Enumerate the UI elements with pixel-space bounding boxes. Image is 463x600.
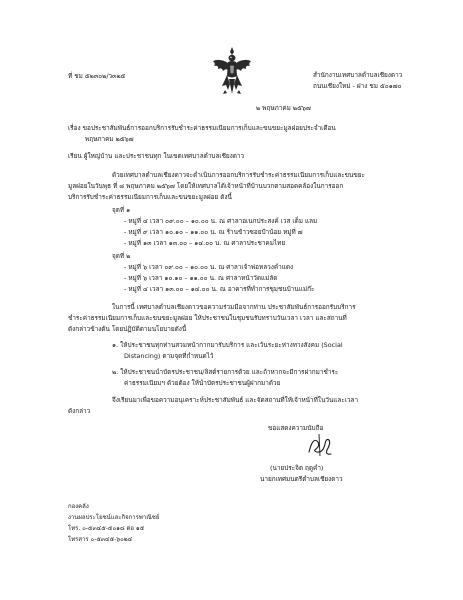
paragraph-1-line-2: มูลฝอยในวันพุธ ที่ ๘ พฤษภาคม ๒๕๖๗ โดยให้เทศบาลได้เจ้าหน้าที่บ้านบวกตามสอดคล้องในการออก bbox=[68, 182, 344, 190]
salutation: เรียน ผู้ใหญ่บ้าน และประชาชนทุก ในเขตเทศบาลตำบลเชียงดาว bbox=[68, 152, 245, 160]
group-1-label: จุดที่ ๑ bbox=[112, 206, 131, 214]
list-item: - หมู่ที่ ๔ เวลา ๑๓.๐๐ – ๑๔.๐๐ น. ณ อาคารที่ทำการชุมชนบ้านแม่ก๊ะ bbox=[124, 285, 315, 293]
subject-line: เรื่อง ขอประชาสัมพันธ์การออกบริการรับชำระค่าธรรมเนียมการเก็บและขนขยะมูลฝอยประจำเดือน bbox=[68, 124, 336, 132]
list-item: - หมู่ที่ ๖ เวลา ๐๙.๐๐ – ๑๐.๐๐ น. ณ ศาลาเจ้าพ่อหลวงคำแดง bbox=[124, 263, 294, 271]
paragraph-2-line-2: ชำระค่าธรรมเนียมการเก็บและขนขยะมูลฝอย ให้ประชาชนในชุมชนรับทราบวันเวลา เวลา และสถานที่ bbox=[68, 314, 347, 322]
garuda-emblem-icon bbox=[210, 46, 254, 96]
document-date: ๒ พฤษภาคม ๒๕๖๗ bbox=[256, 104, 311, 112]
group-2-label: จุดที่ ๒ bbox=[112, 252, 131, 260]
paragraph-3-line-1: จึงเรียนมาเพื่อขอความอนุเคราะห์ประชาสัมพันธ์ และจัดสถานที่ให้เจ้าหน้าที่ในวันและเวลา bbox=[112, 396, 359, 404]
list-item: - หมู่ที่ ๙ เวลา ๑๐.๑๐ – ๑๑.๐๐ น. ณ ร้านข้าวซอยป้าน้อย หมู่ที่ ๗ bbox=[124, 228, 303, 236]
list-item: - หมู่ที่ ๖ เวลา ๑๐.๑๐ – ๑๑.๐๐ น. ณ ศาลาหน้าวัดแม่ลัด bbox=[124, 274, 278, 282]
note-1-line-1: ๑. ให้ประชาชนทุกท่านสวมหน้ากากมารับบริการ และเว้นระยะห่างทางสังคม (Social bbox=[112, 341, 343, 349]
footer-division: กองคลัง bbox=[68, 503, 89, 510]
office-address: ถนนเชียงใหม่ - ฝาง ชม ๕๐๑๗๐ bbox=[313, 82, 402, 90]
footer-section: งานผลประโยชน์และกิจการพาณิชย์ bbox=[68, 514, 160, 521]
reference-number: ที่ ชม ๕๒๓๐๒/ว๓๒๕ bbox=[68, 72, 126, 80]
paragraph-1-line-1: ด้วยเทศบาลตำบลเชียงดาวจะดำเนินการออกบริการรับชำระค่าธรรมเนียมการเก็บและขนขยะ bbox=[112, 171, 365, 179]
signatory-name: (นายประจิต ฤดูคำ) bbox=[270, 464, 324, 472]
note-2-line-1: ๒. ให้ประชาชนนำบัตรประชาชน/ลิสต์รายการด้วย และถ้าหากจะมีการฝากมาชำระ bbox=[112, 368, 339, 376]
note-2-line-2: ค่าธรรมเนียมฯ ด้วยต้อง ให้นำบัตรประชาชนผู้ฝากมาด้วย bbox=[124, 379, 281, 387]
signatory-title: นายกเทศมนตรีตำบลเชียงดาว bbox=[260, 475, 343, 483]
office-name: สำนักงานเทศบาลตำบลเชียงดาว bbox=[313, 71, 403, 79]
footer-fax: โทรสาร ๐-๕๓๔๕-๖๐๒๔ bbox=[68, 536, 133, 543]
paragraph-2-line-1: ในการนี้ เทศบาลตำบลเชียงดาวขอความร่วมมือจากท่าน ประชาสัมพันธ์การออกรับบริการ bbox=[112, 303, 356, 311]
note-1-line-2: Distancing) ตามจุดที่กำหนดไว้ bbox=[124, 352, 214, 360]
paragraph-1-line-3: บริการรับชำระค่าธรรมเนียมการเก็บและขนขยะมูลฝอย ดังนี้ bbox=[68, 193, 232, 201]
subject-line-continued: พฤษภาคม ๒๕๖๗ bbox=[85, 135, 134, 143]
paragraph-2-line-3: ดังกล่าวข้างต้น โดยปฏิบัติตามนโยบายดังนี้ bbox=[68, 325, 187, 333]
handwritten-signature-icon bbox=[305, 430, 335, 460]
paragraph-3-line-2: ดังกล่าว bbox=[68, 407, 91, 415]
closing-phrase: ขอแสดงความนับถือ bbox=[268, 424, 324, 432]
list-item: - หมู่ที่ ๑๓ เวลา ๑๓.๐๐ – ๑๔.๐๐ น. ณ ศาลาประชาคมไทย bbox=[124, 239, 286, 247]
footer-phone: โทร. ๐-๕๓๔๕-๕๐๑๘ ต่อ ๑๕ bbox=[68, 525, 145, 532]
list-item: - หมู่ที่ ๔ เวลา ๐๙.๐๐ – ๑๐.๐๐ น. ณ ศาลาอเนกประสงค์ เวส เต็ม แลม bbox=[124, 217, 318, 225]
